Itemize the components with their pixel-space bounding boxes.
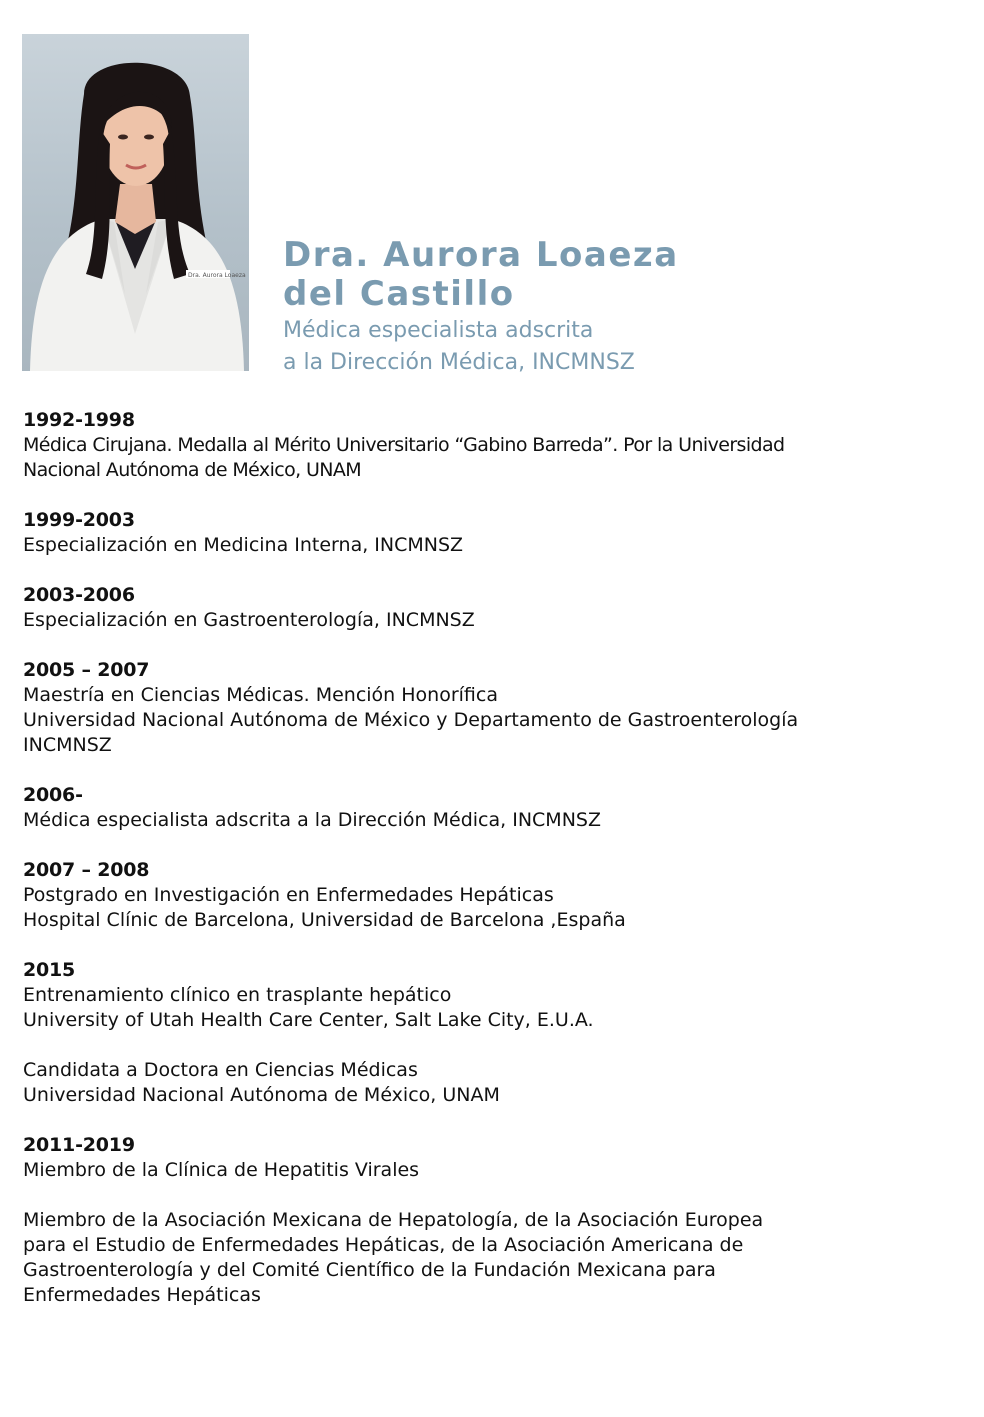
cv-entry xyxy=(23,408,968,483)
coat-badge-text: Dra. Aurora Loaeza xyxy=(188,272,246,279)
entry-year: 2003-2006 xyxy=(23,584,135,606)
cv-entry xyxy=(23,783,968,833)
cv-entry xyxy=(23,583,968,633)
entry-text-line: Miembro de la Clínica de Hepatitis Virales xyxy=(23,1159,420,1181)
entry-text-line: Postgrado en Investigación en Enfermedades Hepáticas xyxy=(23,884,554,906)
cv-entry xyxy=(23,1133,968,1183)
name-line-1: Dra. Aurora Loaeza xyxy=(283,235,679,275)
cv-entry xyxy=(23,1058,968,1108)
entry-year: 1992-1998 xyxy=(23,409,135,431)
cv-entry xyxy=(23,958,968,1033)
profile-header xyxy=(283,236,963,378)
name-line-2: del Castillo xyxy=(283,274,515,314)
portrait-illustration xyxy=(22,34,249,371)
portrait-photo xyxy=(22,34,249,371)
entry-year: 1999-2003 xyxy=(23,509,135,531)
entry-text-line: para el Estudio de Enfermedades Hepáticas, de la Asociación Americana de xyxy=(23,1234,744,1256)
entry-text-line: INCMNSZ xyxy=(23,734,112,756)
entry-text-line: Universidad Nacional Autónoma de México y Departamento de Gastroenterología xyxy=(23,709,799,731)
cv-entries xyxy=(23,408,968,1333)
entry-text-line: Especialización en Gastroenterología, INCMNSZ xyxy=(23,609,475,631)
cv-entry xyxy=(23,658,968,758)
cv-entry xyxy=(23,858,968,933)
entry-text-line: Miembro de la Asociación Mexicana de Hepatología, de la Asociación Europea xyxy=(23,1209,764,1231)
cv-entry xyxy=(23,508,968,558)
entry-text-line: Gastroenterología y del Comité Científico de la Fundación Mexicana para xyxy=(23,1259,716,1281)
cv-entry xyxy=(23,1208,968,1308)
role-line-2: a la Dirección Médica, INCMNSZ xyxy=(283,350,635,375)
entry-text-line: Nacional Autónoma de México, UNAM xyxy=(23,459,362,481)
entry-text-line: Médica Cirujana. Medalla al Mérito Universitario “Gabino Barreda”. Por la Universidad xyxy=(23,434,785,456)
entry-text-line: Hospital Clínic de Barcelona, Universidad de Barcelona ,España xyxy=(23,909,626,931)
entry-text-line: Enfermedades Hepáticas xyxy=(23,1284,261,1306)
entry-text-line: Entrenamiento clínico en trasplante hepático xyxy=(23,984,452,1006)
entry-text-line: Maestría en Ciencias Médicas. Mención Honorífica xyxy=(23,684,498,706)
entry-text-line: Universidad Nacional Autónoma de México, UNAM xyxy=(23,1084,500,1106)
entry-year: 2015 xyxy=(23,959,76,981)
entry-year: 2005 – 2007 xyxy=(23,659,150,681)
entry-text-line: Especialización en Medicina Interna, INCMNSZ xyxy=(23,534,464,556)
role-line-1: Médica especialista adscrita xyxy=(283,318,594,343)
entry-text-line: Candidata a Doctora en Ciencias Médicas xyxy=(23,1059,418,1081)
entry-year: 2007 – 2008 xyxy=(23,859,150,881)
entry-text-line: Médica especialista adscrita a la Dirección Médica, INCMNSZ xyxy=(23,809,601,831)
entry-year: 2011-2019 xyxy=(23,1134,135,1156)
entry-text-line: University of Utah Health Care Center, Salt Lake City, E.U.A. xyxy=(23,1009,594,1031)
entry-year: 2006- xyxy=(23,784,83,806)
